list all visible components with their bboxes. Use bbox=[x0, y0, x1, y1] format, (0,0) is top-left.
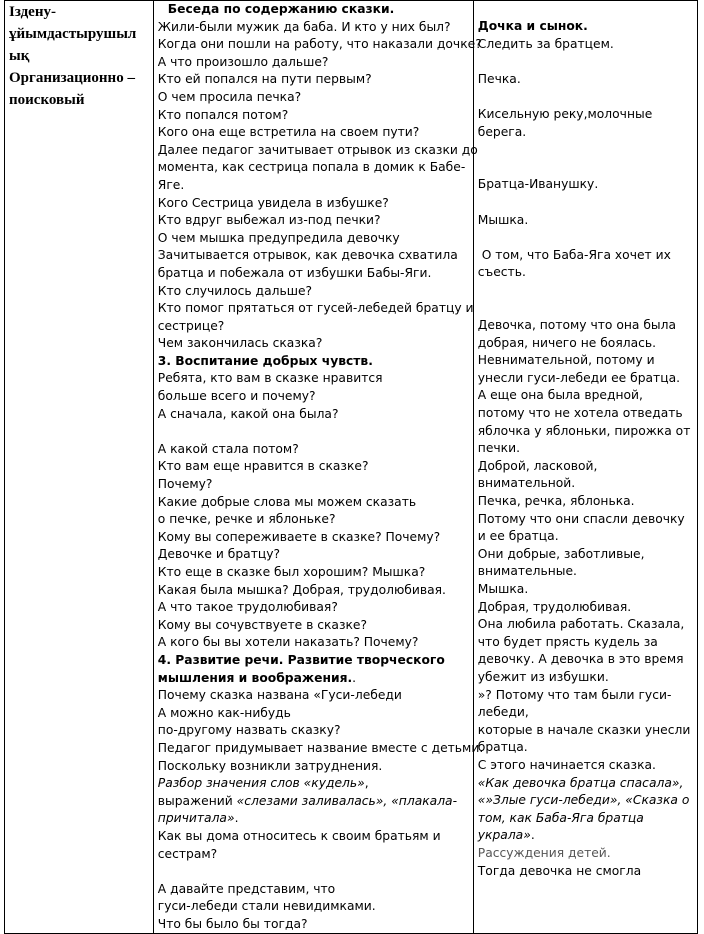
stage-label: ық bbox=[9, 48, 30, 64]
blank-line bbox=[478, 1, 694, 18]
text-line: больше всего и почему? bbox=[157, 389, 316, 404]
text-line: братца и побежала от избушки Бабы-Яги. bbox=[157, 265, 432, 280]
answer-line: Мышка. bbox=[477, 212, 529, 227]
text-line: Жили-были мужик да баба. И кто у них был? bbox=[157, 19, 451, 34]
italic-answer-line: «Как девочка братца спасала», bbox=[477, 775, 684, 790]
blank-line bbox=[158, 423, 470, 441]
razbor-line bbox=[158, 810, 470, 828]
section-heading: Беседа по содержанию сказки. bbox=[167, 2, 395, 16]
text-line: Почему? bbox=[157, 477, 213, 492]
text-line: А что произошло дальше? bbox=[157, 54, 329, 69]
answer-line: что будет прясть кудель за bbox=[477, 634, 658, 649]
text-line: А можно как-нибудь bbox=[157, 705, 291, 720]
answer-line: Доброй, ласковой, bbox=[477, 458, 598, 473]
text-line: А что такое трудолюбивая? bbox=[157, 600, 338, 615]
answer-line: берега. bbox=[477, 124, 527, 139]
text-line: О чем просила печка? bbox=[157, 89, 302, 104]
text-line: Кто помог прятаться от гусей-лебедей братцу и bbox=[157, 301, 474, 316]
stage-label: ұйымдастырушыл bbox=[9, 26, 137, 42]
answer-line: Печка, речка, яблонька. bbox=[477, 494, 635, 509]
text-line: момента, как сестрица попала в домик к Бабе- bbox=[157, 160, 466, 175]
punctuation: , bbox=[364, 776, 369, 791]
text-line: Далее педагог зачитывает отрывок из сказки до bbox=[157, 142, 478, 157]
answer-line: »? Потому что там были гуси- bbox=[477, 687, 672, 702]
text-line: Кого Сестрица увидела в избушке? bbox=[157, 195, 389, 210]
text-line: по-другому назвать сказку? bbox=[157, 723, 341, 738]
text-line: сестрице? bbox=[157, 318, 225, 333]
text-line: А давайте представим, что bbox=[157, 881, 336, 896]
punctuation: . bbox=[530, 828, 535, 843]
answer-line: Следить за братцем. bbox=[477, 36, 614, 51]
teacher-activity-cell bbox=[153, 1, 484, 934]
answer-line: Они добрые, заботливые, bbox=[477, 546, 645, 561]
answer-line: внимательные. bbox=[477, 564, 577, 579]
answer-line: печки. bbox=[477, 441, 520, 456]
text-line: Ребята, кто вам в сказке нравится bbox=[157, 371, 383, 386]
lesson-plan-table bbox=[4, 0, 698, 934]
answer-line: которые в начале сказки унесли bbox=[477, 722, 691, 737]
italic-answer-line: «»Злые гуси-лебеди», «Сказка о bbox=[477, 793, 690, 808]
answer-line: Она любила работать. Сказала, bbox=[477, 617, 685, 632]
section-heading: 3. Воспитание добрых чувств. bbox=[157, 353, 373, 368]
text-line: Кому вы сочувствуете в сказке? bbox=[157, 617, 368, 632]
blank-line bbox=[478, 194, 694, 212]
text-line: Яге. bbox=[157, 177, 185, 192]
italic-text: «слезами заливалась», «плакала- bbox=[236, 793, 458, 808]
answer-line: Невнимательной, потому и bbox=[477, 353, 655, 368]
note-line: Рассуждения детей. bbox=[477, 845, 611, 860]
italic-answer-line: том, как Баба-Яга братца bbox=[477, 810, 644, 825]
text-line: гуси-лебеди стали невидимками. bbox=[157, 899, 376, 914]
stage-label: Организационно – bbox=[9, 70, 135, 86]
italic-answer-line bbox=[478, 827, 694, 845]
razbor-line bbox=[158, 793, 470, 811]
text-line: Кто попался потом? bbox=[157, 107, 289, 122]
answer-line: С этого начинается сказка. bbox=[477, 757, 656, 772]
answer-line: Добрая, трудолюбивая. bbox=[477, 599, 632, 614]
answer-line: съесть. bbox=[477, 265, 526, 280]
blank-line bbox=[478, 159, 694, 177]
text-line: Кто вдруг выбежал из-под печки? bbox=[157, 213, 381, 228]
text-line: Поскольку возникли затруднения. bbox=[157, 758, 383, 773]
answer-heading: Дочка и сынок. bbox=[477, 19, 588, 33]
text-line: Какие добрые слова мы можем сказать bbox=[157, 494, 417, 509]
text-line: О чем мышка предупредила девочку bbox=[157, 230, 400, 245]
answer-line: О том, что Баба-Яга хочет их bbox=[477, 247, 671, 262]
answer-line: Печка. bbox=[477, 71, 521, 86]
answer-line: лебеди, bbox=[477, 705, 529, 720]
italic-text: украла» bbox=[477, 828, 531, 843]
answer-line: внимательной. bbox=[477, 476, 576, 491]
blank-line bbox=[478, 282, 694, 300]
text-line: Какая была мышка? Добрая, трудолюбивая. bbox=[157, 582, 446, 597]
text-line: Девочке и братцу? bbox=[157, 547, 281, 562]
table-row bbox=[5, 1, 698, 934]
stage-label: поисковый bbox=[9, 92, 85, 108]
answer-line: Братца-Иванушку. bbox=[477, 177, 599, 192]
answer-line: убежит из избушки. bbox=[477, 669, 609, 684]
blank-line bbox=[478, 229, 694, 247]
stage-cell bbox=[5, 1, 154, 934]
text-line: Почему сказка названа «Гуси-лебеди bbox=[157, 688, 402, 703]
text-line: Зачитывается отрывок, как девочка схватила bbox=[157, 248, 458, 263]
razbor-line bbox=[158, 775, 470, 793]
text-line: Чем закончилась сказка? bbox=[157, 336, 323, 351]
answer-line: Потому что они спасли девочку bbox=[477, 511, 685, 526]
blank-line bbox=[478, 88, 694, 106]
answer-line: Мышка. bbox=[477, 582, 529, 596]
blank-line bbox=[478, 300, 694, 318]
text-line: Педагог придумывает название вместе с детьми. bbox=[157, 740, 484, 755]
text-line: Кто ей попался на пути первым? bbox=[157, 72, 372, 87]
children-activity-cell bbox=[473, 1, 697, 934]
section-heading: мышления и воображения. bbox=[157, 670, 353, 685]
text-line: А сначала, какой она была? bbox=[157, 406, 339, 421]
stage-label: Іздену- bbox=[9, 4, 56, 20]
text-line: о печке, речке и яблоньке? bbox=[157, 512, 336, 527]
text-line: Кто случилось дальше? bbox=[157, 283, 313, 298]
blank-line bbox=[158, 863, 470, 881]
blank-line bbox=[478, 53, 694, 71]
text-line: Кому вы сопереживаете в сказке? Почему? bbox=[157, 529, 441, 544]
section-heading-line bbox=[158, 670, 470, 688]
text: выражений bbox=[157, 793, 237, 808]
punctuation: . bbox=[234, 811, 239, 826]
text-line: Кто вам еще нравится в сказке? bbox=[157, 459, 369, 474]
blank-line bbox=[478, 141, 694, 159]
text-line: Кто еще в сказке был хорошим? Мышка? bbox=[157, 565, 426, 579]
italic-text: Разбор значения слов «кудель» bbox=[157, 776, 365, 791]
italic-text: причитала» bbox=[157, 811, 235, 826]
answer-line: яблочка у яблоньки, пирожка от bbox=[477, 423, 691, 438]
answer-line: Девочка, потому что она была bbox=[477, 318, 677, 333]
text-line: Как вы дома относитесь к своим братьям и bbox=[157, 828, 441, 843]
text-line: А какой стала потом? bbox=[157, 441, 299, 456]
section-heading: 4. Развитие речи. Развитие творческого bbox=[157, 652, 445, 667]
answer-line: унесли гуси-лебеди ее братца. bbox=[477, 370, 681, 385]
text-line: Что бы было бы тогда? bbox=[157, 916, 308, 931]
answer-line: А еще она была вредной, bbox=[477, 388, 643, 403]
text-line: Кого она еще встретила на своем пути? bbox=[157, 125, 420, 140]
answer-line: потому что не хотела отведать bbox=[477, 406, 683, 421]
text-line: Когда они пошли на работу, что наказали дочке? bbox=[157, 37, 482, 52]
text-line: сестрам? bbox=[157, 846, 218, 861]
punctuation: . bbox=[352, 670, 357, 685]
answer-line: и ее братца. bbox=[477, 529, 559, 544]
answer-line: Тогда девочка не смогла bbox=[477, 863, 642, 878]
answer-line: добрая, ничего не боялась. bbox=[477, 335, 657, 350]
answer-line: братца. bbox=[477, 740, 528, 755]
answer-line: девочку. А девочка в это время bbox=[477, 652, 684, 667]
answer-line: Кисельную реку,молочные bbox=[477, 106, 653, 121]
text-line: А кого бы вы хотели наказать? Почему? bbox=[157, 635, 419, 650]
